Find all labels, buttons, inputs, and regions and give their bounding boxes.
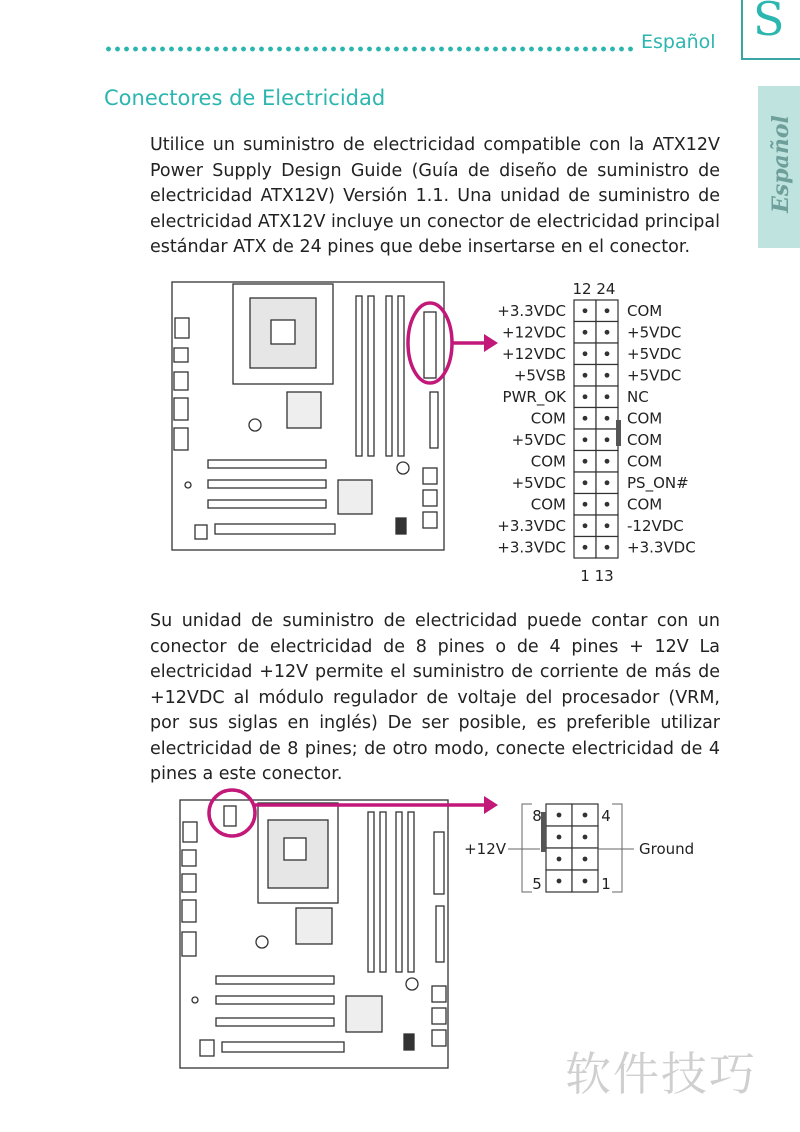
pin-label-right: NC — [627, 388, 649, 406]
pin-1-label: 1 — [601, 875, 611, 893]
pin-label-right: +3.3VDC — [627, 538, 696, 557]
connector-8pin-grid — [546, 804, 598, 892]
motherboard-diagram-2 — [180, 800, 448, 1068]
pin-dot — [583, 857, 588, 862]
pin-label-left: +5VSB — [513, 366, 566, 385]
label-12v: +12V — [464, 840, 506, 858]
pin-label-right: -12VDC — [627, 517, 684, 535]
pin-label-left: +3.3VDC — [497, 517, 566, 535]
pin-label-left: COM — [530, 452, 566, 471]
label-ground: Ground — [639, 840, 695, 858]
chapter-tab-letter: S — [753, 0, 785, 46]
pin-label-left: COM — [530, 409, 566, 428]
header-language-label: Español — [641, 31, 716, 53]
pin-label-right: PS_ON# — [627, 474, 689, 492]
pin-dot — [557, 857, 562, 862]
pin-label-left: +5VDC — [511, 474, 566, 492]
pin-5-label: 5 — [532, 875, 542, 893]
pin-dot — [557, 879, 562, 884]
pin-dot — [583, 879, 588, 884]
pin-label-right: +5VDC — [627, 345, 682, 363]
pin-label-right: +5VDC — [627, 323, 682, 342]
pin-dot — [583, 835, 588, 840]
pin-label-left: +3.3VDC — [497, 302, 566, 320]
watermark-text: 软件技巧 — [565, 1047, 757, 1101]
pin-4-label: 4 — [601, 807, 611, 825]
pin-label-right: COM — [627, 431, 663, 449]
pin-label-left: +12VDC — [502, 323, 566, 342]
pin-label-left: +3.3VDC — [497, 538, 566, 557]
side-language-tab-label: Español — [768, 115, 794, 213]
pin-label-right: +5VDC — [627, 366, 682, 385]
pointer-arrow-head-8pin — [484, 796, 498, 814]
section-title: Conectores de Electricidad — [104, 86, 386, 110]
pin-label-left: COM — [530, 495, 566, 514]
pin-label-right: COM — [627, 302, 663, 320]
pin-label-left: +12VDC — [502, 345, 566, 363]
pin-dot — [557, 813, 562, 818]
pin-dot — [583, 813, 588, 818]
pin-label-top: 12 24 — [572, 280, 616, 298]
pin-label-bottom: 1 13 — [580, 567, 614, 585]
pin-label-left: PWR_OK — [502, 388, 566, 406]
pin-8-label: 8 — [532, 807, 542, 825]
pin-label-left: +5VDC — [511, 431, 566, 449]
pin-label-right: COM — [627, 409, 663, 428]
paragraph-12v: Su unidad de suministro de electricidad puede contar con un conector de electricidad de 8 pines o de 4 pines + 12V La electricidad +12V permite el suministro de corriente de más de +12VDC al módulo regulador de voltaje del procesador (VRM, por sus siglas en inglés) De ser posible, es preferible utilizar electricidad de 8 pines; de otro modo, conecte electricidad de 4 pines a este conector. — [150, 611, 720, 784]
paragraph-intro: Utilice un suministro de electricidad compatible con la ATX12V Power Supply Design Guide (Guía de diseño de suministro de electricidad ATX12V) Versión 1.1. Una unidad de suministro de electricidad ATX12V incluye un conector de electricidad principal estándar ATX de 24 pines que debe insertarse en el conector. — [150, 135, 720, 257]
pin-label-right: COM — [627, 495, 663, 514]
pin-dot — [557, 835, 562, 840]
pin-label-right: COM — [627, 452, 663, 471]
